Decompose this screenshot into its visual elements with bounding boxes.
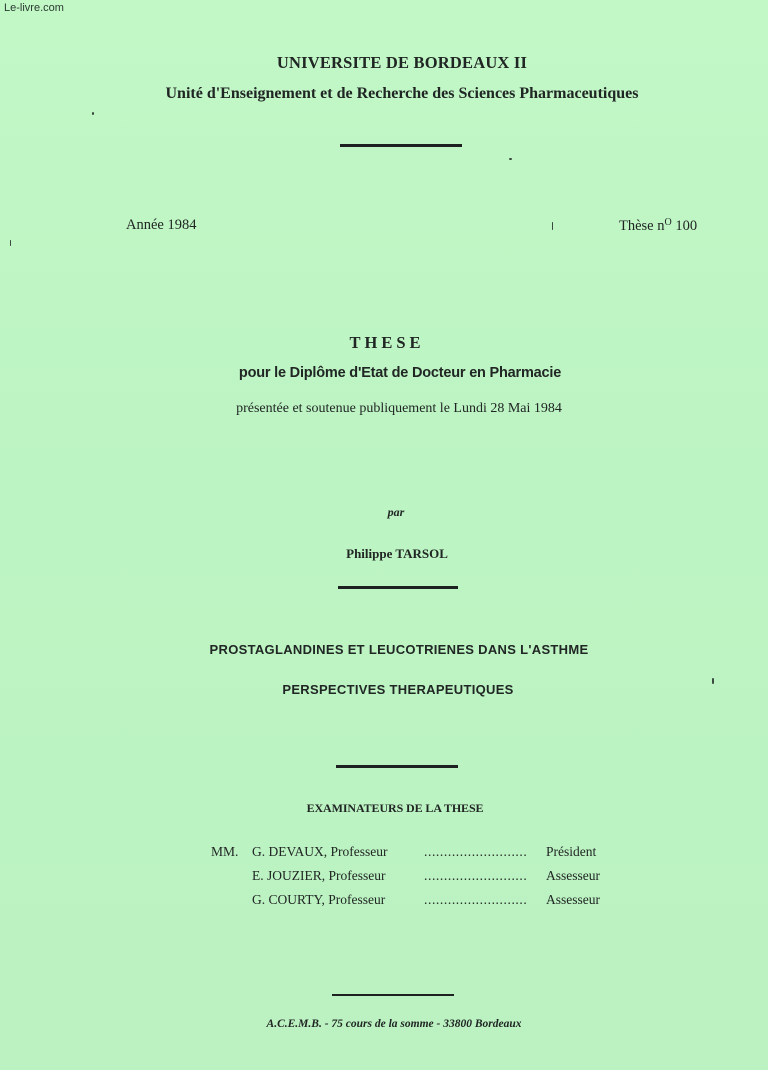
faculty-name: Unité d'Enseignement et de Recherche des Sciences Pharmaceutiques bbox=[165, 85, 639, 102]
defense-date-line: présentée et soutenue publiquement le Lundi 28 Mai 1984 bbox=[236, 401, 562, 416]
examiners-heading: EXAMINATEURS DE LA THESE bbox=[306, 801, 484, 815]
thesis-year: Année 1984 bbox=[126, 217, 197, 233]
paper-speck bbox=[10, 240, 11, 246]
examiner-name: G. COURTY, Professeur bbox=[252, 892, 386, 907]
thesis-number-prefix: Thèse n bbox=[619, 218, 665, 234]
paper-speck bbox=[552, 222, 553, 230]
examiner-leader-dots: .......................... bbox=[424, 892, 528, 907]
paper-speck bbox=[712, 678, 714, 684]
paper-speck bbox=[509, 158, 512, 160]
subject-line-2: PERSPECTIVES THERAPEUTIQUES bbox=[282, 682, 514, 697]
thesis-number-value: 100 bbox=[671, 218, 698, 234]
divider-rule-2 bbox=[338, 586, 458, 589]
thesis-number bbox=[619, 217, 697, 235]
examiner-name: G. DEVAUX, Professeur bbox=[252, 844, 388, 859]
diploma-line: pour le Diplôme d'Etat de Docteur en Pharmacie bbox=[238, 365, 562, 381]
divider-rule-3 bbox=[336, 765, 458, 768]
paper-speck bbox=[92, 112, 94, 115]
examiner-role: Assesseur bbox=[546, 892, 600, 907]
examiners-prefix: MM. bbox=[211, 844, 239, 859]
examiner-role: Assesseur bbox=[546, 868, 600, 883]
thesis-title: THESE bbox=[349, 333, 425, 352]
divider-rule-1 bbox=[340, 144, 462, 147]
watermark-text: Le-livre.com bbox=[4, 2, 64, 14]
publisher-address: A.C.E.M.B. - 75 cours de la somme - 33800 Bordeaux bbox=[266, 1018, 522, 1030]
subject-line-1: PROSTAGLANDINES ET LEUCOTRIENES DANS L'ASTHME bbox=[209, 642, 589, 657]
author-name: Philippe TARSOL bbox=[346, 546, 448, 561]
examiner-role: Président bbox=[546, 844, 597, 859]
divider-rule-4 bbox=[332, 994, 454, 996]
examiner-leader-dots: .......................... bbox=[424, 844, 528, 859]
examiner-leader-dots: .......................... bbox=[424, 868, 528, 883]
examiner-name: E. JOUZIER, Professeur bbox=[252, 868, 386, 883]
university-name: UNIVERSITE DE BORDEAUX II bbox=[276, 53, 528, 72]
by-label: par bbox=[387, 505, 405, 519]
thesis-number-sup: O bbox=[664, 217, 672, 228]
